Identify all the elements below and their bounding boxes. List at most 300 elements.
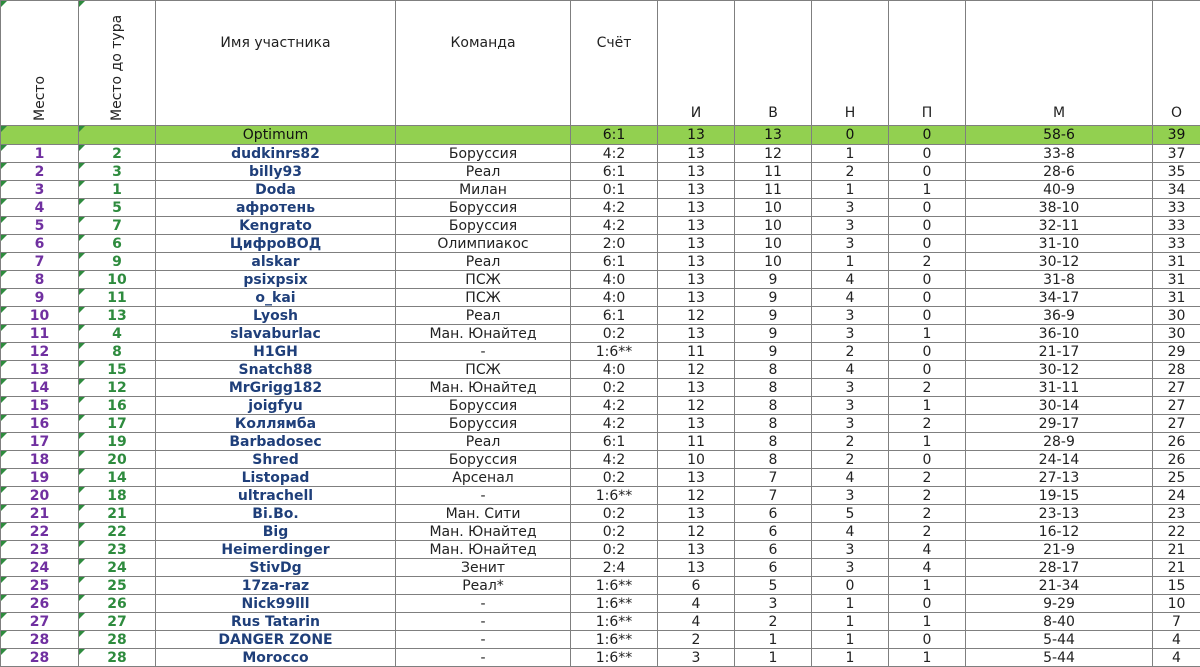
cell-p: 0: [889, 631, 966, 649]
cell-o: 24: [1153, 487, 1200, 505]
cell-m: 21-17: [966, 343, 1153, 361]
cell-place: 20: [1, 487, 79, 505]
cell-team: Боруссия: [396, 397, 571, 415]
cell-name: psixpsix: [156, 271, 396, 289]
cell-v: 10: [735, 235, 812, 253]
leader-prev-place: [79, 126, 156, 145]
cell-score: 0:1: [571, 181, 658, 199]
cell-place: 1: [1, 145, 79, 163]
cell-p: 2: [889, 523, 966, 541]
cell-m: 5-44: [966, 649, 1153, 667]
cell-place: 10: [1, 307, 79, 325]
leader-v: 13: [735, 126, 812, 145]
cell-prev-place: 5: [79, 199, 156, 217]
cell-team: Ман. Юнайтед: [396, 523, 571, 541]
cell-team: Боруссия: [396, 217, 571, 235]
cell-team: Боруссия: [396, 199, 571, 217]
cell-o: 30: [1153, 307, 1200, 325]
cell-name: Коллямба: [156, 415, 396, 433]
cell-v: 2: [735, 613, 812, 631]
cell-name: StivDg: [156, 559, 396, 577]
cell-i: 13: [658, 469, 735, 487]
cell-i: 13: [658, 271, 735, 289]
cell-score: 2:4: [571, 559, 658, 577]
cell-m: 5-44: [966, 631, 1153, 649]
cell-v: 11: [735, 163, 812, 181]
cell-team: Зенит: [396, 559, 571, 577]
cell-prev-place: 28: [79, 631, 156, 649]
cell-p: 1: [889, 433, 966, 451]
cell-n: 3: [812, 217, 889, 235]
table-row: [1, 199, 1200, 217]
cell-i: 13: [658, 181, 735, 199]
cell-score: 0:2: [571, 541, 658, 559]
cell-o: 25: [1153, 469, 1200, 487]
col-header-score: Счёт: [571, 1, 658, 126]
cell-place: 4: [1, 199, 79, 217]
cell-prev-place: 28: [79, 649, 156, 667]
cell-n: 3: [812, 397, 889, 415]
cell-place: 18: [1, 451, 79, 469]
cell-place: 21: [1, 505, 79, 523]
cell-i: 12: [658, 361, 735, 379]
cell-score: 1:6**: [571, 613, 658, 631]
col-header-place: [1, 1, 79, 126]
cell-score: 0:2: [571, 469, 658, 487]
cell-name: 17za-raz: [156, 577, 396, 595]
leader-name: Optimum: [156, 126, 396, 145]
cell-n: 2: [812, 163, 889, 181]
cell-team: ПСЖ: [396, 289, 571, 307]
cell-v: 8: [735, 361, 812, 379]
cell-p: 2: [889, 379, 966, 397]
cell-prev-place: 10: [79, 271, 156, 289]
cell-score: 4:2: [571, 217, 658, 235]
table-row: [1, 181, 1200, 199]
cell-p: 4: [889, 541, 966, 559]
cell-score: 1:6**: [571, 595, 658, 613]
cell-o: 33: [1153, 235, 1200, 253]
cell-o: 21: [1153, 541, 1200, 559]
cell-name: DANGER ZONE: [156, 631, 396, 649]
cell-name: Bi.Bo.: [156, 505, 396, 523]
cell-place: 14: [1, 379, 79, 397]
cell-p: 0: [889, 289, 966, 307]
cell-m: 21-9: [966, 541, 1153, 559]
cell-team: Милан: [396, 181, 571, 199]
cell-prev-place: 11: [79, 289, 156, 307]
cell-o: 22: [1153, 523, 1200, 541]
cell-o: 26: [1153, 433, 1200, 451]
cell-i: 11: [658, 343, 735, 361]
cell-place: 28: [1, 631, 79, 649]
cell-o: 10: [1153, 595, 1200, 613]
cell-score: 4:0: [571, 271, 658, 289]
cell-o: 23: [1153, 505, 1200, 523]
cell-v: 9: [735, 289, 812, 307]
cell-i: 13: [658, 163, 735, 181]
cell-team: Ман. Юнайтед: [396, 541, 571, 559]
cell-n: 0: [812, 577, 889, 595]
cell-p: 0: [889, 217, 966, 235]
cell-team: ПСЖ: [396, 271, 571, 289]
cell-m: 34-17: [966, 289, 1153, 307]
cell-n: 4: [812, 271, 889, 289]
cell-v: 9: [735, 325, 812, 343]
cell-name: Nick99lll: [156, 595, 396, 613]
cell-name: Heimerdinger: [156, 541, 396, 559]
cell-m: 31-10: [966, 235, 1153, 253]
cell-o: 30: [1153, 325, 1200, 343]
cell-n: 4: [812, 361, 889, 379]
cell-o: 26: [1153, 451, 1200, 469]
cell-v: 6: [735, 559, 812, 577]
cell-score: 4:2: [571, 415, 658, 433]
table-row: [1, 577, 1200, 595]
table-row: [1, 415, 1200, 433]
cell-v: 6: [735, 505, 812, 523]
cell-place: 7: [1, 253, 79, 271]
leader-row: [1, 126, 1200, 145]
cell-v: 10: [735, 199, 812, 217]
cell-m: 23-13: [966, 505, 1153, 523]
cell-score: 4:2: [571, 451, 658, 469]
cell-m: 9-29: [966, 595, 1153, 613]
cell-team: Олимпиакос: [396, 235, 571, 253]
cell-v: 11: [735, 181, 812, 199]
cell-v: 5: [735, 577, 812, 595]
table-row: [1, 523, 1200, 541]
cell-v: 8: [735, 397, 812, 415]
table-row: [1, 253, 1200, 271]
cell-prev-place: 19: [79, 433, 156, 451]
table-row: [1, 433, 1200, 451]
cell-n: 3: [812, 541, 889, 559]
cell-o: 28: [1153, 361, 1200, 379]
cell-m: 31-11: [966, 379, 1153, 397]
cell-place: 24: [1, 559, 79, 577]
cell-place: 19: [1, 469, 79, 487]
cell-team: Реал*: [396, 577, 571, 595]
cell-o: 29: [1153, 343, 1200, 361]
cell-v: 6: [735, 541, 812, 559]
cell-score: 6:1: [571, 163, 658, 181]
leader-o: 39: [1153, 126, 1200, 145]
cell-name: o_kai: [156, 289, 396, 307]
table-row: [1, 469, 1200, 487]
cell-i: 11: [658, 433, 735, 451]
cell-v: 3: [735, 595, 812, 613]
cell-team: -: [396, 649, 571, 667]
leader-i: 13: [658, 126, 735, 145]
cell-p: 2: [889, 505, 966, 523]
cell-p: 4: [889, 559, 966, 577]
cell-prev-place: 4: [79, 325, 156, 343]
cell-place: 13: [1, 361, 79, 379]
cell-name: Barbadosec: [156, 433, 396, 451]
cell-place: 2: [1, 163, 79, 181]
cell-p: 1: [889, 613, 966, 631]
cell-p: 0: [889, 163, 966, 181]
leader-team: [396, 126, 571, 145]
cell-p: 0: [889, 595, 966, 613]
cell-m: 32-11: [966, 217, 1153, 235]
cell-team: -: [396, 595, 571, 613]
cell-team: Арсенал: [396, 469, 571, 487]
cell-score: 1:6**: [571, 487, 658, 505]
cell-m: 21-34: [966, 577, 1153, 595]
cell-prev-place: 14: [79, 469, 156, 487]
cell-o: 27: [1153, 415, 1200, 433]
cell-i: 3: [658, 649, 735, 667]
cell-prev-place: 26: [79, 595, 156, 613]
cell-o: 31: [1153, 253, 1200, 271]
cell-name: MrGrigg182: [156, 379, 396, 397]
cell-prev-place: 17: [79, 415, 156, 433]
col-header-prev-place-label: Место до тура: [109, 15, 125, 121]
cell-score: 4:2: [571, 145, 658, 163]
table-row: [1, 289, 1200, 307]
cell-i: 13: [658, 541, 735, 559]
cell-score: 4:2: [571, 397, 658, 415]
cell-p: 0: [889, 235, 966, 253]
col-header-name: Имя участника: [156, 1, 396, 126]
col-header-n: Н: [812, 1, 889, 126]
leader-score: 6:1: [571, 126, 658, 145]
cell-team: Реал: [396, 253, 571, 271]
cell-v: 10: [735, 253, 812, 271]
cell-o: 15: [1153, 577, 1200, 595]
cell-o: 35: [1153, 163, 1200, 181]
cell-prev-place: 6: [79, 235, 156, 253]
cell-prev-place: 24: [79, 559, 156, 577]
cell-place: 28: [1, 649, 79, 667]
cell-score: 2:0: [571, 235, 658, 253]
cell-prev-place: 18: [79, 487, 156, 505]
cell-prev-place: 3: [79, 163, 156, 181]
cell-o: 27: [1153, 379, 1200, 397]
header-row: [1, 1, 1200, 126]
cell-i: 13: [658, 199, 735, 217]
cell-v: 1: [735, 649, 812, 667]
cell-prev-place: 2: [79, 145, 156, 163]
cell-n: 2: [812, 451, 889, 469]
cell-i: 13: [658, 289, 735, 307]
cell-i: 13: [658, 379, 735, 397]
cell-place: 22: [1, 523, 79, 541]
cell-n: 1: [812, 181, 889, 199]
cell-n: 1: [812, 145, 889, 163]
cell-m: 28-17: [966, 559, 1153, 577]
cell-i: 12: [658, 397, 735, 415]
cell-name: Listopad: [156, 469, 396, 487]
cell-i: 13: [658, 145, 735, 163]
cell-name: dudkinrs82: [156, 145, 396, 163]
cell-score: 4:0: [571, 289, 658, 307]
cell-p: 1: [889, 649, 966, 667]
table-row: [1, 307, 1200, 325]
cell-v: 7: [735, 487, 812, 505]
cell-name: H1GH: [156, 343, 396, 361]
cell-prev-place: 21: [79, 505, 156, 523]
cell-n: 3: [812, 379, 889, 397]
cell-name: ultrachell: [156, 487, 396, 505]
cell-i: 13: [658, 235, 735, 253]
cell-n: 3: [812, 559, 889, 577]
cell-m: 19-15: [966, 487, 1153, 505]
cell-i: 13: [658, 415, 735, 433]
cell-v: 9: [735, 343, 812, 361]
cell-p: 0: [889, 271, 966, 289]
cell-m: 33-8: [966, 145, 1153, 163]
cell-name: Doda: [156, 181, 396, 199]
cell-score: 0:2: [571, 379, 658, 397]
cell-o: 27: [1153, 397, 1200, 415]
table-row: [1, 559, 1200, 577]
cell-prev-place: 20: [79, 451, 156, 469]
cell-prev-place: 8: [79, 343, 156, 361]
cell-name: alskar: [156, 253, 396, 271]
cell-p: 1: [889, 181, 966, 199]
table-row: [1, 505, 1200, 523]
cell-name: Lyosh: [156, 307, 396, 325]
cell-name: joigfyu: [156, 397, 396, 415]
cell-v: 8: [735, 451, 812, 469]
cell-score: 0:2: [571, 523, 658, 541]
cell-m: 16-12: [966, 523, 1153, 541]
cell-m: 40-9: [966, 181, 1153, 199]
cell-score: 0:2: [571, 325, 658, 343]
cell-o: 7: [1153, 613, 1200, 631]
table-row: [1, 235, 1200, 253]
cell-o: 33: [1153, 217, 1200, 235]
cell-name: Shred: [156, 451, 396, 469]
cell-i: 12: [658, 307, 735, 325]
cell-place: 9: [1, 289, 79, 307]
cell-v: 9: [735, 271, 812, 289]
cell-v: 8: [735, 415, 812, 433]
cell-n: 4: [812, 469, 889, 487]
cell-p: 0: [889, 307, 966, 325]
cell-place: 6: [1, 235, 79, 253]
cell-place: 23: [1, 541, 79, 559]
cell-team: -: [396, 631, 571, 649]
cell-o: 33: [1153, 199, 1200, 217]
cell-n: 4: [812, 523, 889, 541]
cell-prev-place: 9: [79, 253, 156, 271]
cell-score: 6:1: [571, 253, 658, 271]
cell-place: 12: [1, 343, 79, 361]
cell-prev-place: 1: [79, 181, 156, 199]
cell-team: Боруссия: [396, 415, 571, 433]
table-row: [1, 163, 1200, 181]
cell-n: 1: [812, 613, 889, 631]
cell-team: Боруссия: [396, 451, 571, 469]
cell-team: Боруссия: [396, 145, 571, 163]
cell-team: Реал: [396, 163, 571, 181]
cell-place: 17: [1, 433, 79, 451]
cell-score: 1:6**: [571, 631, 658, 649]
table-row: [1, 343, 1200, 361]
leader-p: 0: [889, 126, 966, 145]
col-header-team: Команда: [396, 1, 571, 126]
cell-prev-place: 15: [79, 361, 156, 379]
cell-m: 38-10: [966, 199, 1153, 217]
cell-v: 10: [735, 217, 812, 235]
cell-o: 31: [1153, 289, 1200, 307]
cell-name: ЦифроВОД: [156, 235, 396, 253]
cell-i: 6: [658, 577, 735, 595]
cell-n: 2: [812, 343, 889, 361]
cell-p: 2: [889, 253, 966, 271]
cell-m: 28-6: [966, 163, 1153, 181]
cell-name: Snatch88: [156, 361, 396, 379]
cell-m: 8-40: [966, 613, 1153, 631]
cell-prev-place: 22: [79, 523, 156, 541]
cell-team: ПСЖ: [396, 361, 571, 379]
cell-i: 4: [658, 595, 735, 613]
cell-place: 8: [1, 271, 79, 289]
cell-i: 13: [658, 325, 735, 343]
cell-v: 1: [735, 631, 812, 649]
cell-place: 11: [1, 325, 79, 343]
cell-n: 1: [812, 595, 889, 613]
cell-team: -: [396, 487, 571, 505]
cell-team: -: [396, 613, 571, 631]
cell-m: 36-9: [966, 307, 1153, 325]
cell-score: 1:6**: [571, 343, 658, 361]
cell-v: 12: [735, 145, 812, 163]
col-header-i: И: [658, 1, 735, 126]
cell-m: 29-17: [966, 415, 1153, 433]
cell-prev-place: 16: [79, 397, 156, 415]
cell-place: 16: [1, 415, 79, 433]
cell-p: 1: [889, 397, 966, 415]
leader-place: [1, 126, 79, 145]
cell-place: 15: [1, 397, 79, 415]
cell-v: 9: [735, 307, 812, 325]
cell-team: Реал: [396, 433, 571, 451]
cell-m: 28-9: [966, 433, 1153, 451]
cell-i: 4: [658, 613, 735, 631]
cell-n: 3: [812, 487, 889, 505]
cell-name: афротень: [156, 199, 396, 217]
cell-team: Реал: [396, 307, 571, 325]
cell-n: 3: [812, 325, 889, 343]
cell-p: 0: [889, 361, 966, 379]
table-row: [1, 541, 1200, 559]
cell-prev-place: 23: [79, 541, 156, 559]
cell-score: 6:1: [571, 307, 658, 325]
cell-o: 34: [1153, 181, 1200, 199]
cell-name: Rus Tatarin: [156, 613, 396, 631]
cell-o: 31: [1153, 271, 1200, 289]
cell-o: 4: [1153, 631, 1200, 649]
cell-i: 12: [658, 523, 735, 541]
cell-i: 12: [658, 487, 735, 505]
cell-o: 37: [1153, 145, 1200, 163]
cell-n: 4: [812, 289, 889, 307]
cell-prev-place: 12: [79, 379, 156, 397]
cell-prev-place: 27: [79, 613, 156, 631]
cell-m: 36-10: [966, 325, 1153, 343]
table-row: [1, 631, 1200, 649]
cell-name: billy93: [156, 163, 396, 181]
cell-n: 1: [812, 631, 889, 649]
cell-i: 13: [658, 253, 735, 271]
cell-p: 1: [889, 325, 966, 343]
cell-p: 2: [889, 487, 966, 505]
